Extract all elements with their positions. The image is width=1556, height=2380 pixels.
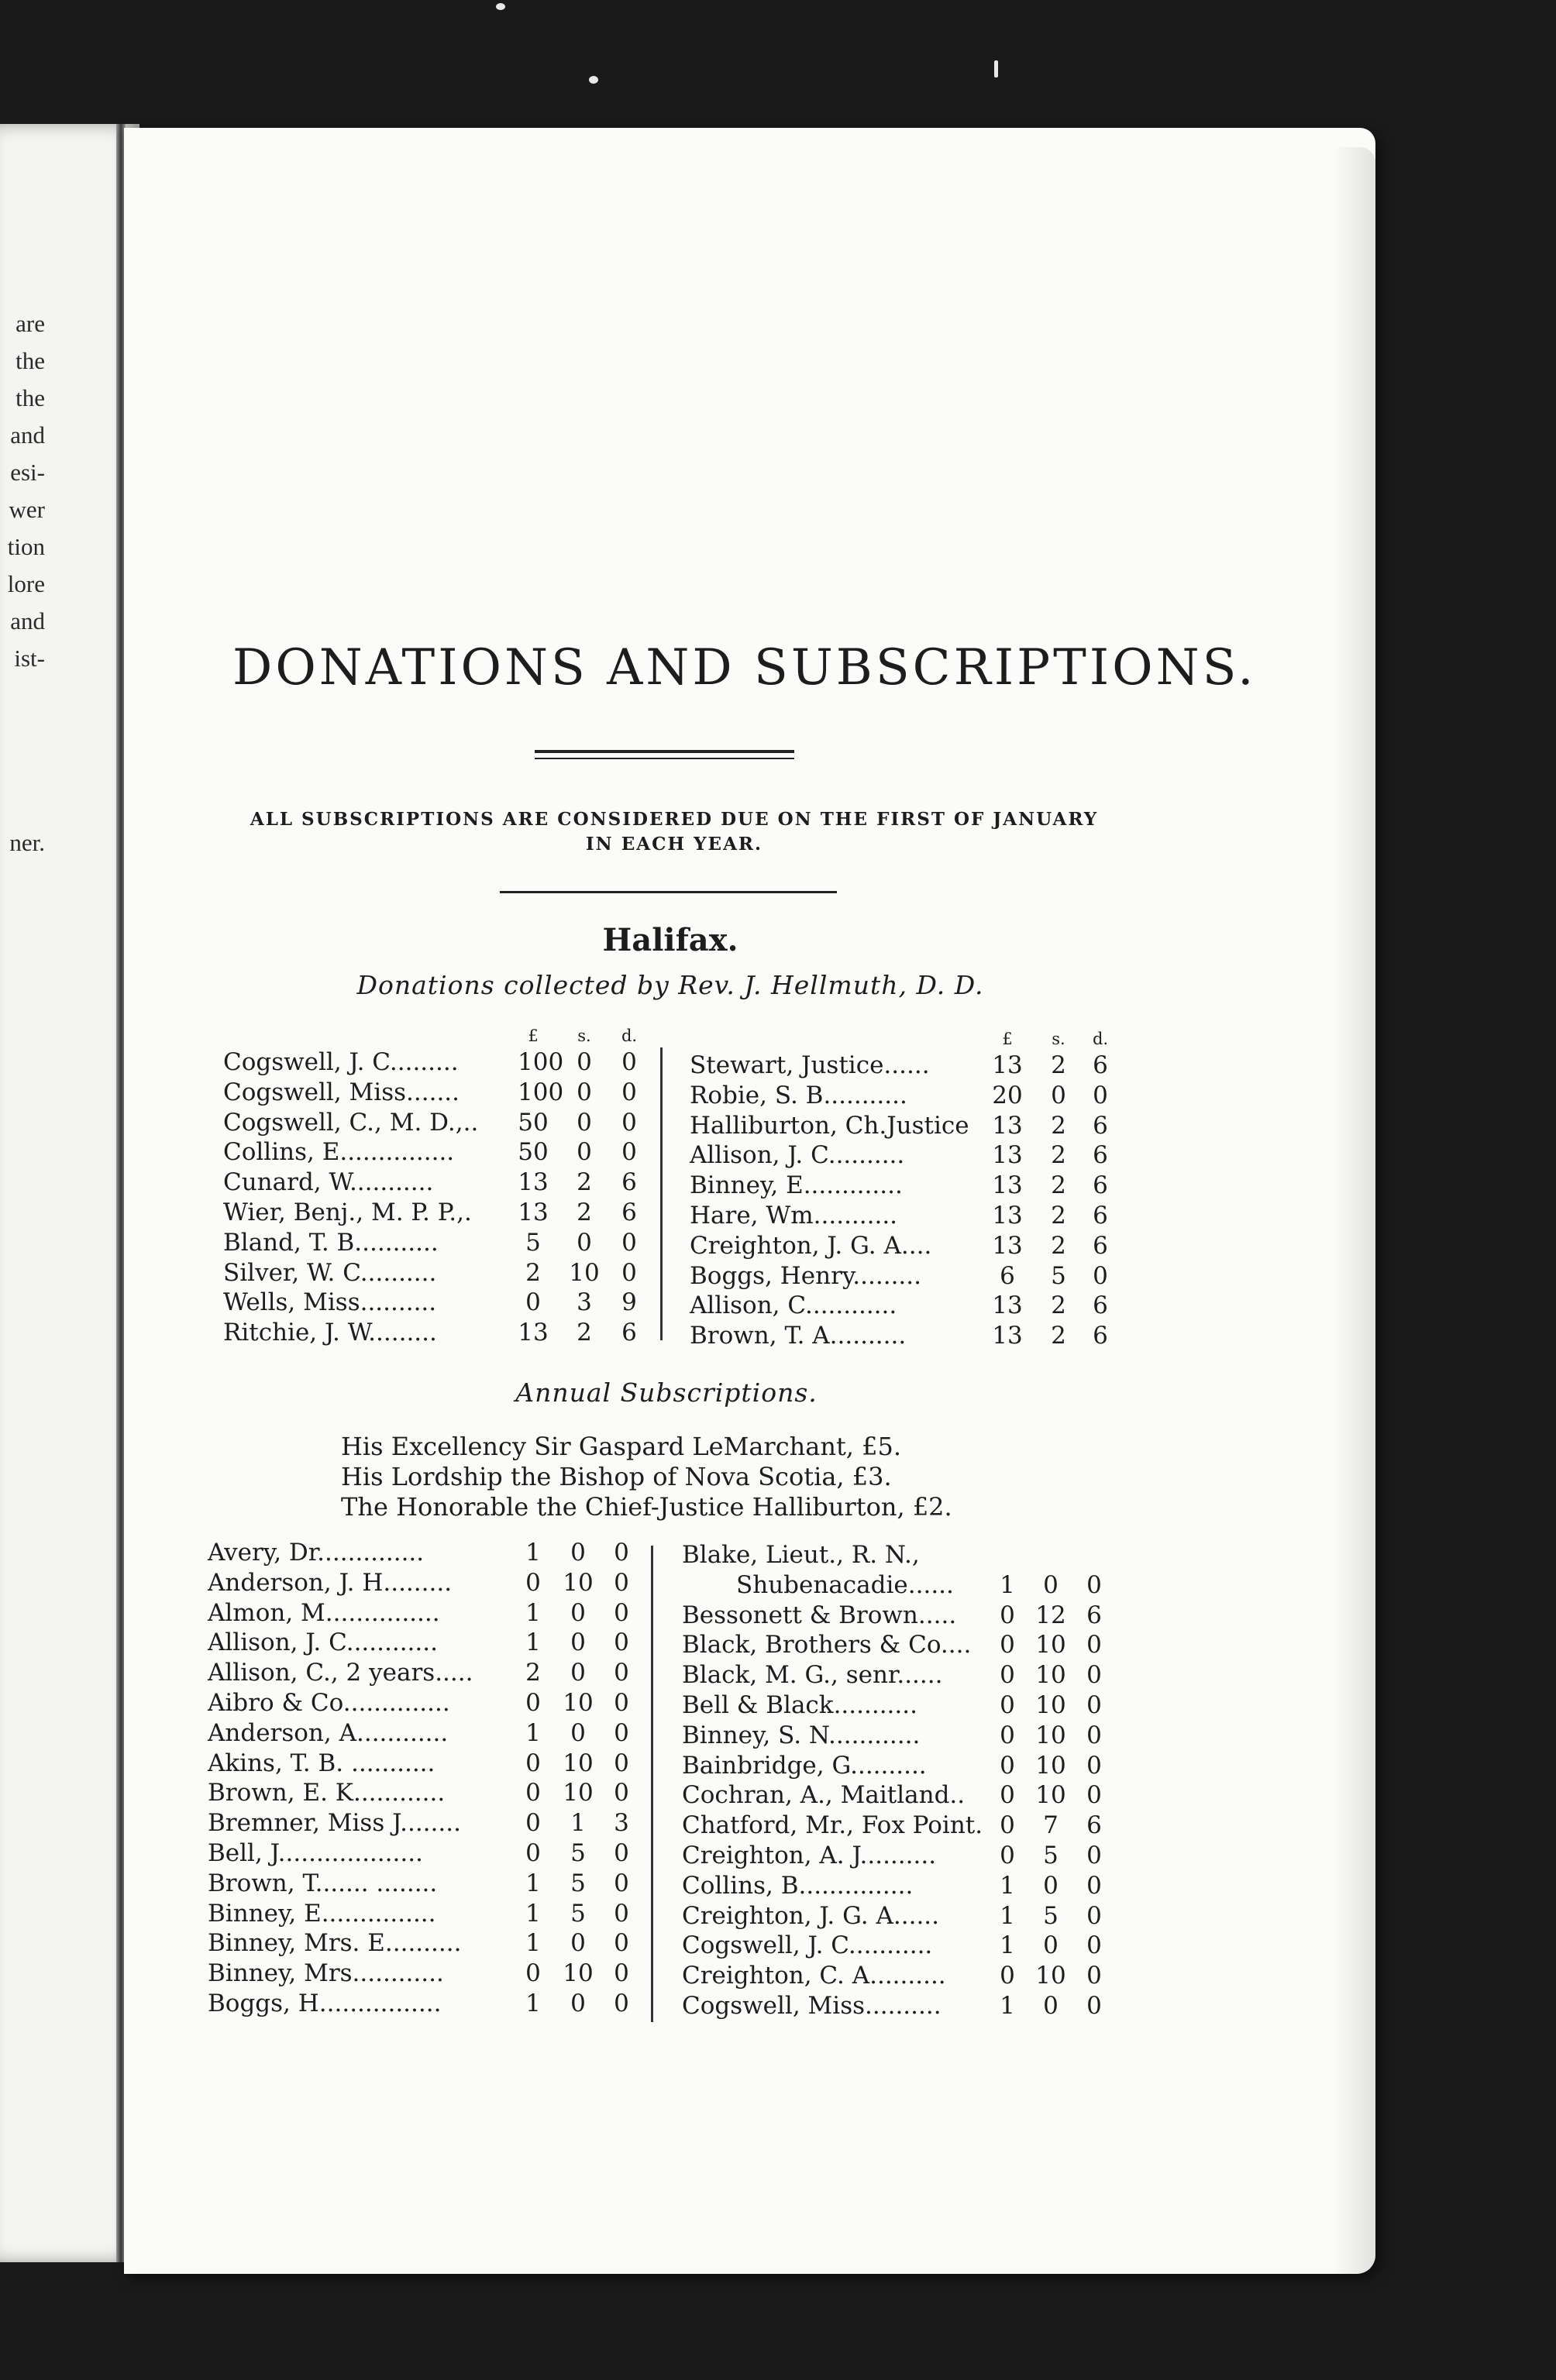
- amount-pence: 0: [1086, 1871, 1102, 1900]
- amount-pence: 0: [1086, 1781, 1102, 1810]
- amount-shillings: 0: [1043, 1991, 1059, 2020]
- amount-pounds: 1: [1000, 1991, 1015, 2020]
- amount-shillings: 0: [570, 1659, 586, 1687]
- amount-pounds: 0: [1000, 1962, 1015, 1990]
- amount-shillings: 10: [1035, 1962, 1066, 1990]
- list-item: [223, 1198, 642, 1228]
- entry-name: Brown, E. K............: [208, 1779, 446, 1807]
- list-item: [208, 1749, 642, 1779]
- entry-name: Bell, J...................: [208, 1838, 423, 1867]
- amount-pounds: 0: [1000, 1751, 1015, 1780]
- list-item: [682, 1660, 1116, 1690]
- list-item: [223, 1137, 642, 1168]
- amount-pence: 6: [1093, 1201, 1108, 1230]
- entry-name: Brown, T. A..........: [690, 1322, 907, 1350]
- amount-pence: 0: [614, 1629, 629, 1657]
- list-item: [690, 1171, 1124, 1201]
- entry-name: Robie, S. B...........: [690, 1081, 907, 1109]
- entry-name: Wells, Miss..........: [223, 1288, 437, 1317]
- donations-right-column: [690, 1027, 1124, 1351]
- notice-rule: [500, 891, 837, 893]
- list-item: [682, 1871, 1116, 1901]
- currency-label-pounds: £: [1002, 1030, 1013, 1048]
- list-item: [682, 1811, 1116, 1841]
- amount-pence: 6: [1093, 1141, 1108, 1170]
- amount-shillings: 0: [577, 1078, 592, 1106]
- amount-pence: 0: [621, 1078, 637, 1106]
- amount-shillings: 0: [570, 1929, 586, 1958]
- amount-pounds: 1: [1000, 1871, 1015, 1900]
- amount-pence: 6: [1086, 1811, 1102, 1840]
- amount-pence: 0: [614, 1598, 629, 1627]
- entry-name: Brown, T....... ........: [208, 1869, 438, 1897]
- entry-name: Cogswell, J. C...........: [682, 1931, 933, 1960]
- amount-pence: 6: [1093, 1231, 1108, 1260]
- column-divider: [660, 1047, 663, 1340]
- amount-pounds: 0: [1000, 1661, 1015, 1690]
- entry-name: Binney, E...............: [208, 1899, 436, 1928]
- left-page-fragment: lore: [7, 570, 45, 597]
- entry-name: Silver, W. C..........: [223, 1258, 437, 1287]
- page-title: DONATIONS AND SUBSCRIPTIONS.: [232, 639, 1257, 696]
- entry-name: Black, Brothers & Co....: [682, 1631, 972, 1659]
- list-item: [690, 1291, 1124, 1321]
- list-item: [690, 1321, 1124, 1351]
- list-item: [208, 1899, 642, 1929]
- amount-pence: 0: [614, 1568, 629, 1597]
- currency-header: [690, 1027, 1124, 1051]
- entry-name: Binney, Mrs............: [208, 1959, 444, 1988]
- amount-pence: 0: [614, 1838, 629, 1867]
- amount-shillings: 3: [577, 1288, 592, 1317]
- amount-pence: 0: [1086, 1991, 1102, 2020]
- amount-pounds: 0: [525, 1959, 541, 1988]
- amount-pence: 0: [621, 1258, 637, 1287]
- entry-name: Allison, J. C............: [208, 1629, 438, 1657]
- amount-pounds: 13: [992, 1171, 1023, 1200]
- amount-pounds: 0: [525, 1779, 541, 1807]
- entry-name: Blake, Lieut., R. N.,: [682, 1541, 920, 1569]
- amount-pounds: 13: [518, 1168, 549, 1197]
- list-item: [690, 1051, 1124, 1081]
- list-item: [690, 1111, 1124, 1141]
- amount-shillings: 2: [1051, 1141, 1066, 1170]
- amount-pounds: 5: [525, 1228, 541, 1257]
- amount-pounds: 6: [1000, 1261, 1015, 1290]
- amount-shillings: 10: [563, 1568, 594, 1597]
- amount-pence: 0: [1086, 1661, 1102, 1690]
- entry-name: Creighton, C. A..........: [682, 1962, 946, 1990]
- entry-name: Cunard, W...........: [223, 1168, 434, 1197]
- list-item: [223, 1288, 642, 1318]
- amount-pence: 0: [614, 1688, 629, 1717]
- list-item: [208, 1538, 642, 1568]
- currency-label-shillings: s.: [1052, 1030, 1065, 1048]
- list-item: [690, 1201, 1124, 1231]
- amount-pence: 0: [614, 1989, 629, 2017]
- amount-pence: 0: [1086, 1690, 1102, 1719]
- amount-shillings: 2: [577, 1198, 592, 1226]
- annual-heading: Annual Subscriptions.: [515, 1377, 818, 1408]
- amount-pounds: 1: [525, 1629, 541, 1657]
- title-rule-thin: [535, 758, 794, 759]
- amount-pence: 0: [1086, 1962, 1102, 1990]
- patron-line: His Excellency Sir Gaspard LeMarchant, £5.: [341, 1432, 902, 1461]
- amount-shillings: 0: [577, 1048, 592, 1076]
- list-item: [682, 1780, 1116, 1811]
- amount-pence: 0: [1086, 1751, 1102, 1780]
- amount-shillings: 2: [577, 1168, 592, 1197]
- amount-pence: 0: [1086, 1570, 1102, 1599]
- amount-pounds: 1: [525, 1899, 541, 1928]
- amount-pence: 0: [621, 1138, 637, 1167]
- amount-pence: 0: [614, 1929, 629, 1958]
- entry-name: Halliburton, Ch.Justice: [690, 1111, 969, 1140]
- entry-name: Cogswell, Miss..........: [682, 1991, 942, 2020]
- amount-shillings: 10: [1035, 1661, 1066, 1690]
- amount-pounds: 0: [1000, 1690, 1015, 1719]
- amount-pounds: 13: [992, 1291, 1023, 1320]
- currency-label-shillings: s.: [577, 1027, 591, 1045]
- patron-line: The Honorable the Chief-Justice Halliburton, £2.: [341, 1492, 952, 1522]
- amount-shillings: 0: [1043, 1871, 1059, 1900]
- list-item: [682, 1841, 1116, 1871]
- list-item: [682, 1690, 1116, 1721]
- list-item: [223, 1318, 642, 1348]
- amount-pence: 0: [1093, 1081, 1108, 1109]
- donations-left-column: [223, 1024, 642, 1348]
- amount-pence: 0: [614, 1899, 629, 1928]
- amount-pence: 0: [614, 1539, 629, 1567]
- entry-name: Allison, C............: [690, 1291, 897, 1320]
- entry-name: Creighton, J. G. A......: [682, 1901, 940, 1930]
- page-edge-shadow: [1333, 147, 1375, 2274]
- amount-pounds: 0: [1000, 1721, 1015, 1749]
- amount-pounds: 1: [1000, 1570, 1015, 1599]
- amount-shillings: 10: [563, 1959, 594, 1988]
- amount-shillings: 10: [563, 1749, 594, 1777]
- list-item: [682, 1630, 1116, 1660]
- list-item: [208, 1598, 642, 1629]
- list-item: [208, 1628, 642, 1658]
- list-item: [223, 1078, 642, 1108]
- amount-shillings: 5: [1051, 1261, 1066, 1290]
- list-item: [208, 1808, 642, 1838]
- annual-left-column: [208, 1538, 642, 2019]
- amount-pounds: 13: [518, 1319, 549, 1347]
- amount-shillings: 2: [1051, 1111, 1066, 1140]
- entry-name: Almon, M...............: [208, 1598, 440, 1627]
- amount-pence: 0: [1086, 1631, 1102, 1659]
- entry-name: Binney, E.............: [690, 1171, 903, 1200]
- entry-name: Anderson, A............: [208, 1718, 449, 1747]
- amount-shillings: 0: [570, 1539, 586, 1567]
- amount-pence: 3: [614, 1809, 629, 1838]
- subscription-notice: [217, 807, 1131, 857]
- amount-pounds: 100: [518, 1078, 564, 1106]
- entry-name: Ritchie, J. W.........: [223, 1319, 437, 1347]
- amount-pounds: 13: [992, 1111, 1023, 1140]
- amount-shillings: 0: [1043, 1931, 1059, 1960]
- list-item: [690, 1081, 1124, 1111]
- entry-name: Stewart, Justice......: [690, 1051, 930, 1079]
- amount-pounds: 13: [992, 1231, 1023, 1260]
- left-page-fragment: ner.: [9, 829, 45, 856]
- list-item: [208, 1778, 642, 1808]
- list-item: [223, 1168, 642, 1198]
- entry-name: Bell & Black...........: [682, 1690, 917, 1719]
- amount-pounds: 0: [525, 1688, 541, 1717]
- amount-pence: 0: [614, 1779, 629, 1807]
- amount-shillings: 5: [570, 1838, 586, 1867]
- left-page-fragment: the: [15, 347, 45, 374]
- amount-pence: 6: [1093, 1291, 1108, 1320]
- amount-shillings: 0: [577, 1228, 592, 1257]
- entry-name: Cogswell, J. C.........: [223, 1048, 459, 1076]
- list-item: [208, 1989, 642, 2019]
- amount-pence: 0: [621, 1108, 637, 1137]
- amount-pounds: 50: [518, 1108, 549, 1137]
- title-rule: [535, 750, 794, 753]
- left-page-fragment: tion: [7, 533, 45, 560]
- amount-pounds: 2: [525, 1659, 541, 1687]
- list-item: [682, 1601, 1116, 1631]
- left-page-fragment: and: [10, 421, 45, 449]
- entry-name: Aibro & Co..............: [208, 1688, 450, 1717]
- scan-speck: [589, 76, 598, 84]
- section-title: Halifax.: [602, 922, 738, 958]
- amount-pounds: 0: [525, 1749, 541, 1777]
- amount-shillings: 10: [1035, 1631, 1066, 1659]
- list-item: [223, 1108, 642, 1138]
- amount-pence: 0: [614, 1659, 629, 1687]
- amount-shillings: 2: [577, 1319, 592, 1347]
- amount-shillings: 5: [570, 1869, 586, 1897]
- entry-name: Collins, B...............: [682, 1871, 914, 1900]
- entry-name: Avery, Dr..............: [208, 1539, 425, 1567]
- currency-header: [223, 1024, 642, 1047]
- amount-pence: 9: [621, 1288, 637, 1317]
- list-item: [223, 1047, 642, 1078]
- list-item: [223, 1228, 642, 1258]
- amount-pence: 0: [1093, 1261, 1108, 1290]
- entry-name: Bainbridge, G..........: [682, 1751, 927, 1780]
- list-item: [682, 1540, 1116, 1570]
- amount-pounds: 1: [1000, 1931, 1015, 1960]
- amount-shillings: 0: [570, 1718, 586, 1747]
- amount-pounds: 20: [992, 1081, 1023, 1109]
- notice-line: ALL SUBSCRIPTIONS ARE CONSIDERED DUE ON THE FIRST OF JANUARY: [250, 809, 1099, 830]
- list-item: [682, 1991, 1116, 2021]
- amount-pence: 0: [1086, 1721, 1102, 1749]
- list-item: [682, 1751, 1116, 1781]
- entry-name: Akins, T. B. ...........: [208, 1749, 435, 1777]
- list-item: [208, 1928, 642, 1959]
- amount-shillings: 2: [1051, 1201, 1066, 1230]
- amount-pence: 0: [614, 1959, 629, 1988]
- list-item: [682, 1961, 1116, 1991]
- amount-pounds: 0: [1000, 1601, 1015, 1629]
- left-page-fragment: wer: [9, 496, 45, 523]
- currency-label-pounds: £: [528, 1027, 539, 1045]
- amount-pounds: 13: [992, 1051, 1023, 1079]
- amount-shillings: 10: [569, 1258, 600, 1287]
- amount-pence: 6: [1093, 1171, 1108, 1200]
- donations-heading: Donations collected by Rev. J. Hellmuth, D. D.: [356, 970, 984, 1000]
- entry-name: Cogswell, Miss.......: [223, 1078, 460, 1106]
- list-item: [208, 1658, 642, 1688]
- left-page-fragment: esi-: [10, 459, 45, 486]
- amount-pence: 0: [1086, 1931, 1102, 1960]
- amount-shillings: 0: [1043, 1570, 1059, 1599]
- amount-shillings: 2: [1051, 1051, 1066, 1079]
- entry-name: Bremner, Miss J........: [208, 1809, 461, 1838]
- amount-shillings: 0: [570, 1629, 586, 1657]
- amount-shillings: 10: [1035, 1781, 1066, 1810]
- amount-pounds: 0: [525, 1809, 541, 1838]
- currency-label-pence: d.: [621, 1027, 638, 1045]
- entry-name: Boggs, Henry.........: [690, 1261, 921, 1290]
- amount-pence: 6: [1093, 1111, 1108, 1140]
- left-page-fragment: and: [10, 607, 45, 635]
- amount-pounds: 13: [992, 1141, 1023, 1170]
- amount-pounds: 100: [518, 1048, 564, 1076]
- amount-pence: 0: [614, 1718, 629, 1747]
- entry-name: Wier, Benj., M. P. P.,.: [223, 1198, 472, 1226]
- left-page-fragment: the: [15, 384, 45, 411]
- amount-shillings: 0: [570, 1598, 586, 1627]
- entry-name: Hare, Wm...........: [690, 1201, 898, 1230]
- amount-shillings: 0: [577, 1138, 592, 1167]
- amount-pounds: 1: [525, 1869, 541, 1897]
- amount-pounds: 0: [1000, 1631, 1015, 1659]
- list-item: [682, 1721, 1116, 1751]
- amount-pounds: 50: [518, 1138, 549, 1167]
- amount-pounds: 0: [525, 1568, 541, 1597]
- amount-pence: 0: [1086, 1841, 1102, 1869]
- entry-name: Bland, T. B...........: [223, 1228, 439, 1257]
- amount-pence: 0: [621, 1228, 637, 1257]
- amount-shillings: 12: [1035, 1601, 1066, 1629]
- amount-pence: 6: [621, 1319, 637, 1347]
- entry-name: Shubenacadie......: [736, 1570, 954, 1599]
- amount-pounds: 2: [525, 1258, 541, 1287]
- scan-speck: [496, 3, 505, 10]
- entry-name: Cogswell, C., M. D.,..: [223, 1108, 479, 1137]
- entry-name: Boggs, H................: [208, 1989, 442, 2017]
- amount-pounds: 0: [525, 1838, 541, 1867]
- currency-label-pence: d.: [1092, 1030, 1109, 1048]
- amount-pounds: 1: [525, 1718, 541, 1747]
- list-item: [208, 1959, 642, 1989]
- amount-pence: 0: [614, 1749, 629, 1777]
- amount-shillings: 2: [1051, 1171, 1066, 1200]
- list-item: [208, 1838, 642, 1869]
- amount-shillings: 1: [570, 1809, 586, 1838]
- entry-name: Creighton, A. J..........: [682, 1841, 937, 1869]
- amount-pounds: 1: [525, 1539, 541, 1567]
- list-item: [690, 1231, 1124, 1261]
- amount-pounds: 13: [992, 1201, 1023, 1230]
- amount-pounds: 0: [525, 1288, 541, 1317]
- amount-shillings: 10: [563, 1779, 594, 1807]
- amount-shillings: 10: [1035, 1690, 1066, 1719]
- patron-line: His Lordship the Bishop of Nova Scotia, £3.: [341, 1462, 892, 1491]
- scan-speck: [994, 60, 998, 77]
- annual-right-column: [682, 1540, 1116, 2021]
- amount-shillings: 5: [1043, 1841, 1059, 1869]
- list-item: [208, 1568, 642, 1598]
- amount-shillings: 10: [563, 1688, 594, 1717]
- list-item: [690, 1140, 1124, 1171]
- entry-name: Allison, C., 2 years.....: [208, 1659, 473, 1687]
- amount-pence: 0: [621, 1048, 637, 1076]
- amount-shillings: 0: [570, 1989, 586, 2017]
- amount-pence: 0: [614, 1869, 629, 1897]
- amount-pence: 6: [1086, 1601, 1102, 1629]
- amount-pounds: 1: [1000, 1901, 1015, 1930]
- amount-pounds: 0: [1000, 1811, 1015, 1840]
- amount-pounds: 0: [1000, 1841, 1015, 1869]
- left-page-fragment: are: [15, 310, 45, 337]
- amount-shillings: 5: [570, 1899, 586, 1928]
- amount-pence: 6: [1093, 1322, 1108, 1350]
- amount-pence: 6: [621, 1168, 637, 1197]
- amount-pounds: 1: [525, 1598, 541, 1627]
- list-item: [208, 1718, 642, 1749]
- list-item: [682, 1931, 1116, 1961]
- list-item: [690, 1261, 1124, 1291]
- amount-shillings: 2: [1051, 1291, 1066, 1320]
- entry-name: Chatford, Mr., Fox Point.: [682, 1811, 983, 1840]
- amount-pounds: 0: [1000, 1781, 1015, 1810]
- amount-pounds: 1: [525, 1929, 541, 1958]
- entry-name: Bessonett & Brown.....: [682, 1601, 957, 1629]
- amount-shillings: 0: [1051, 1081, 1066, 1109]
- amount-shillings: 2: [1051, 1322, 1066, 1350]
- amount-shillings: 5: [1043, 1901, 1059, 1930]
- entry-name: Collins, E...............: [223, 1138, 455, 1167]
- entry-name: Cochran, A., Maitland..: [682, 1781, 966, 1810]
- amount-pence: 6: [1093, 1051, 1108, 1079]
- entry-name: Binney, Mrs. E..........: [208, 1929, 462, 1958]
- amount-pence: 6: [621, 1198, 637, 1226]
- amount-pounds: 13: [518, 1198, 549, 1226]
- amount-shillings: 7: [1043, 1811, 1059, 1840]
- list-item: [682, 1901, 1116, 1931]
- entry-name: Allison, J. C..........: [690, 1141, 905, 1170]
- left-page-fragment: ist-: [14, 645, 45, 672]
- column-divider: [651, 1546, 653, 2022]
- notice-line: IN EACH YEAR.: [585, 834, 763, 855]
- list-item: [208, 1688, 642, 1718]
- list-item: [682, 1570, 1116, 1601]
- amount-pounds: 13: [992, 1322, 1023, 1350]
- amount-shillings: 10: [1035, 1721, 1066, 1749]
- list-item: [223, 1258, 642, 1288]
- amount-pounds: 1: [525, 1989, 541, 2017]
- entry-name: Binney, S. N............: [682, 1721, 921, 1749]
- amount-shillings: 2: [1051, 1231, 1066, 1260]
- entry-name: Anderson, J. H.........: [208, 1568, 453, 1597]
- amount-shillings: 10: [1035, 1751, 1066, 1780]
- entry-name: Creighton, J. G. A....: [690, 1231, 932, 1260]
- list-item: [208, 1869, 642, 1899]
- amount-pence: 0: [1086, 1901, 1102, 1930]
- amount-shillings: 0: [577, 1108, 592, 1137]
- entry-name: Black, M. G., senr......: [682, 1661, 943, 1690]
